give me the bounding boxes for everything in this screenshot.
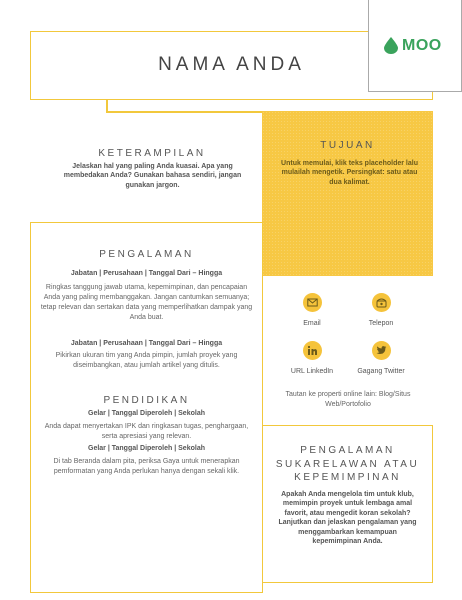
education-title: PENDIDIKAN bbox=[103, 395, 190, 406]
education-body-2: Di tab Beranda dalam pita, periksa Gaya untuk menerapkan pemformatan yang Anda perlukan hanya dengan sekali klik. bbox=[53, 458, 240, 476]
twitter-icon bbox=[372, 341, 391, 360]
contact-phone[interactable] bbox=[341, 293, 421, 327]
skills-text: Jelaskan hal yang paling Anda kuasai. Apa yang membedakan Anda? Gunakan bahasa sendiri, jangan gunakan jargon. bbox=[63, 163, 242, 189]
goal-text: Untuk memulai, klik teks placeholder lalu mulailah mengetik. Persingkat: satu atau dua kalimat. bbox=[281, 160, 418, 186]
experience-body-2: Pikirkan ukuran tim yang Anda pimpin, jumlah proyek yang diseimbangkan, atau jumlah artikel yang ditulis. bbox=[55, 352, 238, 370]
experience-title: PENGALAMAN bbox=[99, 249, 194, 260]
experience-body-1: Ringkas tanggung jawab utama, kepemimpinan, dan pencapaian Anda yang paling membanggakan. Jangan cantumkan semuanya; tetap relevan dan sertakan data yang memperlihatkan dampak yang Anda buat. bbox=[40, 284, 253, 322]
email-label: Email bbox=[303, 320, 321, 327]
page-title: NAMA ANDA bbox=[158, 54, 305, 75]
volunteer-box bbox=[262, 425, 433, 583]
phone-icon bbox=[372, 293, 391, 312]
experience-job-2: Jabatan | Perusahaan | Tanggal Dari – Hingga bbox=[70, 340, 223, 347]
volunteer-title: PENGALAMAN SUKARELAWAN ATAU KEPEMIMPINAN bbox=[275, 445, 420, 483]
education-body-1: Anda dapat menyertakan IPK dan ringkasan tugas, penghargaan, serta apresiasi yang relevan. bbox=[44, 423, 249, 441]
volunteer-text: Apakah Anda mengelola tim untuk klub, memimpin proyek untuk lembaga amal favorit, atau mengedit koran sekolah? Lanjutkan dan jelaskan pengalaman yang menggambarkan kemampuan kepemimpinan Anda. bbox=[278, 491, 417, 546]
phone-label: Telepon bbox=[368, 320, 394, 327]
moo-logo-text: MOO bbox=[402, 37, 442, 54]
online-properties-text: Tautan ke properti online lain: Blog/Situs Web/Portofolio bbox=[285, 391, 411, 409]
drop-icon bbox=[384, 37, 398, 54]
education-degree-1: Gelar | Tanggal Diperoleh | Sekolah bbox=[88, 410, 205, 417]
skills-title: KETERAMPILAN bbox=[98, 148, 206, 159]
education-degree-2: Gelar | Tanggal Diperoleh | Sekolah bbox=[88, 445, 205, 452]
goal-title: TUJUAN bbox=[320, 140, 375, 151]
contact-twitter[interactable] bbox=[341, 341, 421, 375]
contact-email[interactable] bbox=[272, 293, 352, 327]
email-icon bbox=[303, 293, 322, 312]
experience-job-1: Jabatan | Perusahaan | Tanggal Dari – Hingga bbox=[70, 270, 223, 277]
twitter-label: Gagang Twitter bbox=[357, 368, 405, 375]
contact-linkedin[interactable] bbox=[272, 341, 352, 375]
experience-box bbox=[30, 222, 263, 593]
moo-logo bbox=[368, 0, 462, 92]
goal-box bbox=[262, 111, 433, 276]
linkedin-icon bbox=[303, 341, 322, 360]
linkedin-label: URL LinkedIn bbox=[290, 368, 334, 375]
connector-line-top-h bbox=[106, 111, 263, 113]
